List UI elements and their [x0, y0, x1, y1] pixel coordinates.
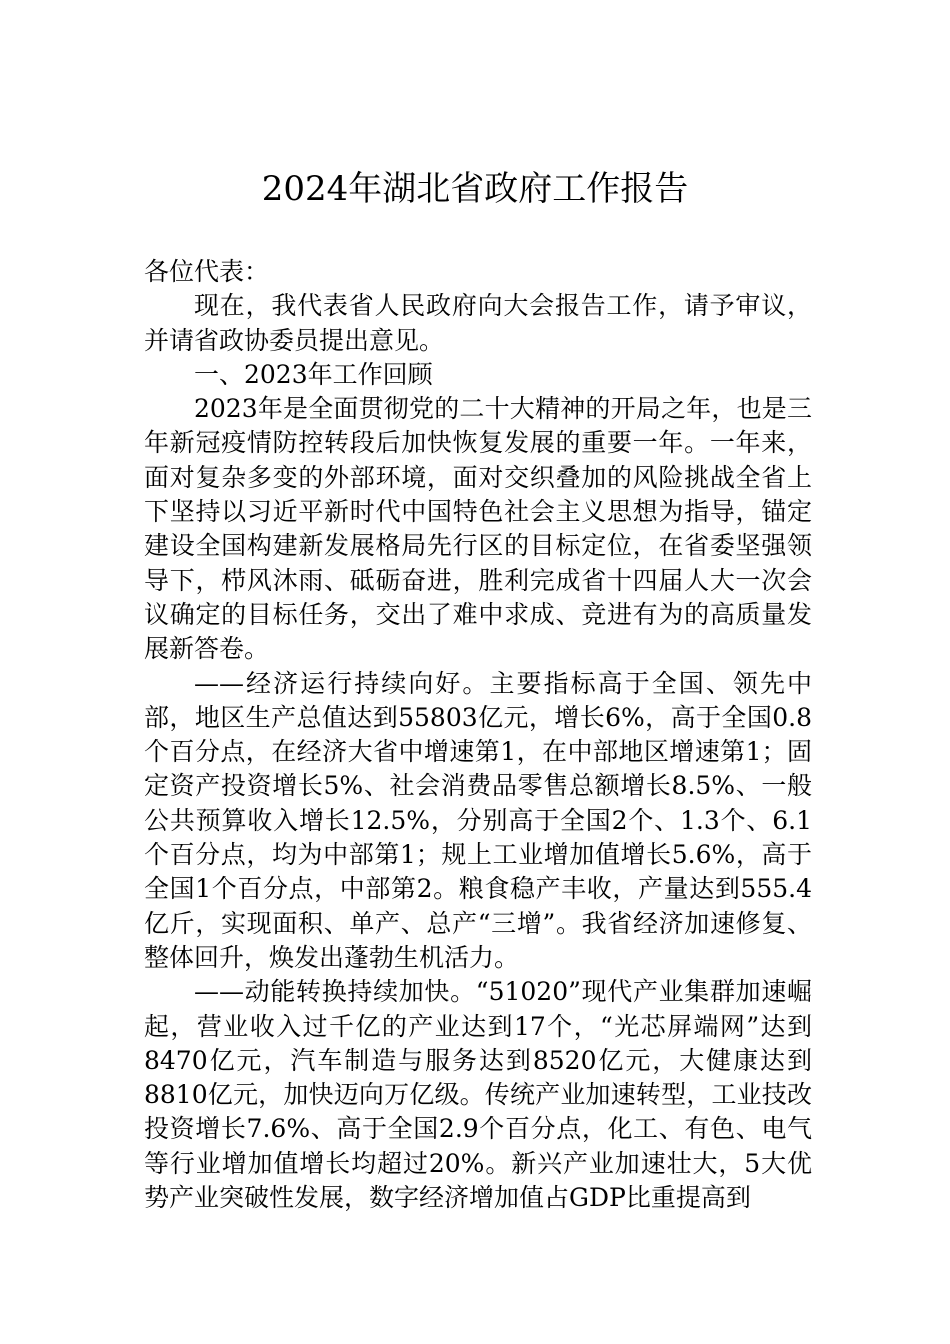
document-title: 2024年湖北省政府工作报告 — [261, 169, 689, 209]
paragraph-economy: ——经济运行持续向好。主要指标高于全国、领先中部，地区生产总值达到55803亿元，增长6%，高于全国0.8个百分点，在经济大省中增速第1，在中部地区增速第1；固定资产投资增长5%、社会消费品零售总额增长8.5%、一般公共预算收入增长12.5%，分别高于全国2个、1.3个、6.1个百分点，均为中部第1；规上工业增加值增长5.6%，高于全国1个百分点，中部第2。粮食稳产丰收，产量达到555.4亿斤，实现面积、单产、总产“三增”。我省经济加速修复、整体回升，焕发出蓬勃生机活力。 — [144, 668, 812, 972]
document-body — [144, 255, 812, 1215]
section-heading: 一、2023年工作回顾 — [194, 359, 433, 389]
paragraph-intro: 现在，我代表省人民政府向大会报告工作，请予审议，并请省政协委员提出意见。 — [144, 291, 812, 355]
salutation: 各位代表： — [144, 257, 270, 286]
paragraph-momentum: ——动能转换持续加快。“51020”现代产业集群加速崛起，营业收入过千亿的产业达到17个，“光芯屏端网”达到8470亿元，汽车制造与服务达到8520亿元，大健康达到8810亿元，加快迈向万亿级。传统产业加速转型，工业技改投资增长7.6%、高于全国2.9个百分点，化工、有色、电气等行业增加值增长均超过20%。新兴产业加速壮大，5大优势产业突破性发展，数字经济增加值占GDP比重提高到 — [144, 977, 812, 1213]
paragraph-review: 2023年是全面贯彻党的二十大精神的开局之年，也是三年新冠疫情防控转段后加快恢复发展的重要一年。一年来，面对复杂多变的外部环境，面对交织叠加的风险挑战全省上下坚持以习近平新时代中国特色社会主义思想为指导，锚定建设全国构建新发展格局先行区的目标定位，在省委坚强领导下，栉风沐雨、砥砺奋进，胜利完成省十四届人大一次会议确定的目标任务，交出了难中求成、竞进有为的高质量发展新答卷。 — [144, 394, 812, 664]
